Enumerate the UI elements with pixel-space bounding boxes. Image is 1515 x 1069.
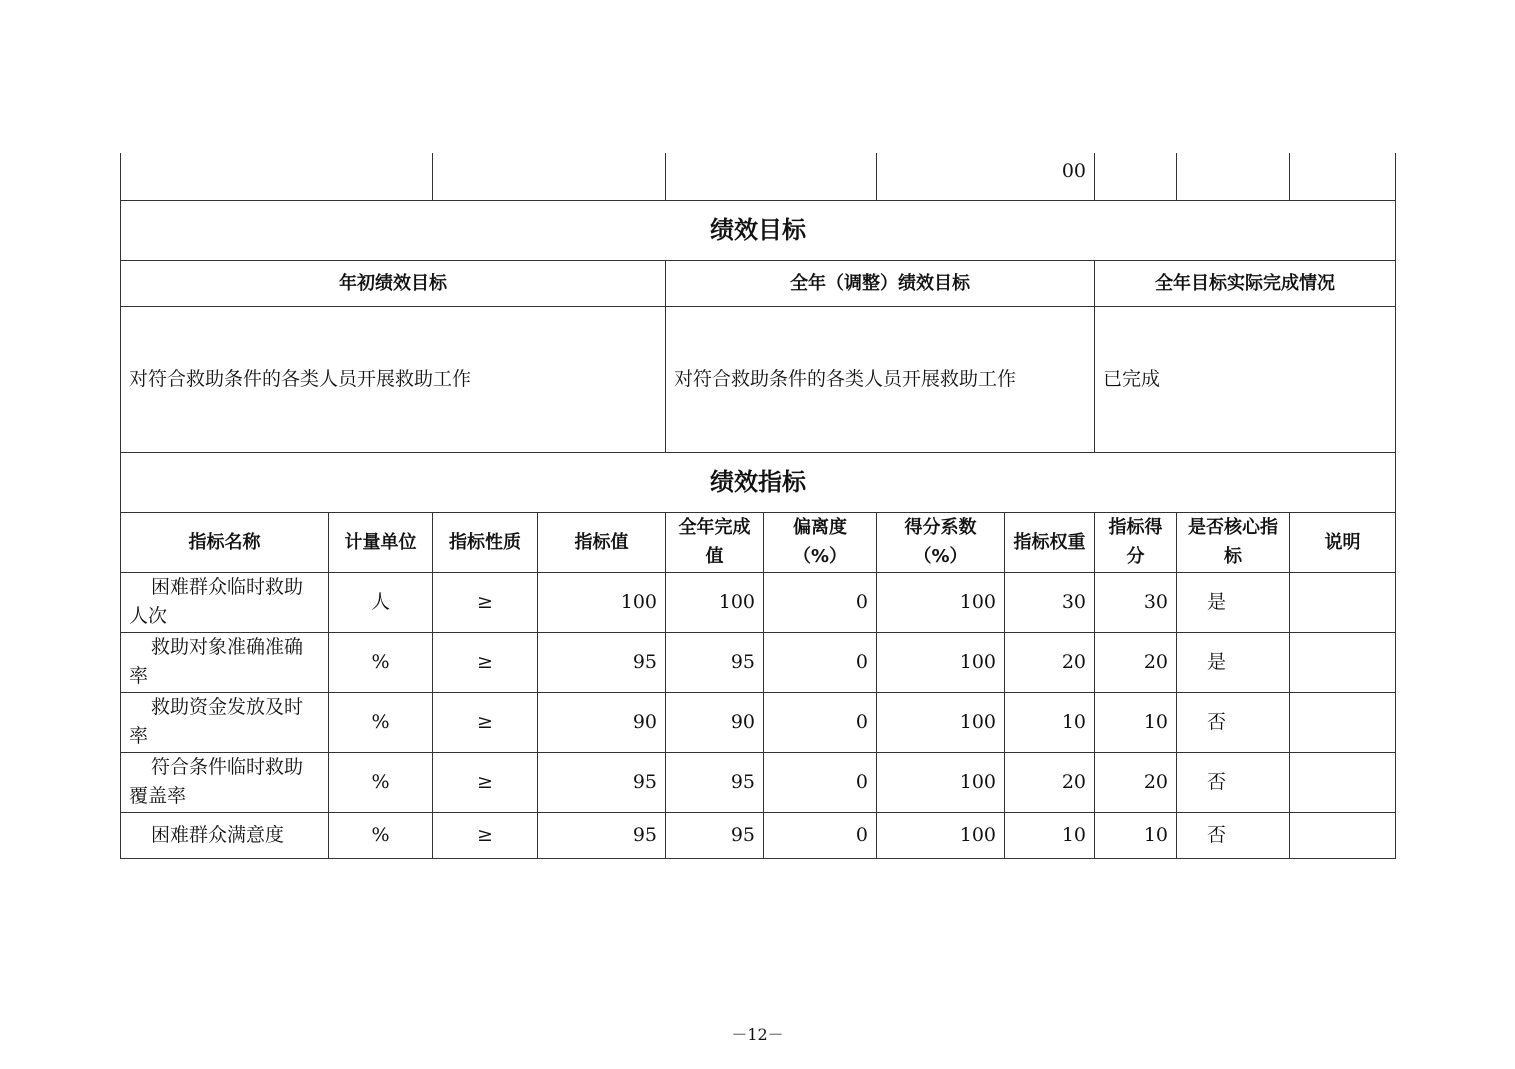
table-row [121, 632, 1396, 692]
table-row [121, 572, 1396, 632]
indicator-score: 10 [1095, 692, 1177, 752]
indicator-deviation: 0 [764, 692, 877, 752]
top-value-cell: 00 [877, 153, 1095, 200]
performance-table [120, 153, 1396, 859]
goals-title-row [121, 200, 1396, 260]
indicators-title: 绩效指标 [121, 452, 1396, 512]
indicators-title-row [121, 452, 1396, 512]
indicator-coef: 100 [877, 632, 1005, 692]
table-row [121, 752, 1396, 812]
indicator-core: 否 [1177, 692, 1290, 752]
indicator-deviation: 0 [764, 572, 877, 632]
indicator-score: 30 [1095, 572, 1177, 632]
indicator-actual: 95 [666, 752, 764, 812]
col-header-deviation: 偏离度（%） [764, 512, 877, 572]
indicator-note [1290, 692, 1396, 752]
indicator-core: 否 [1177, 752, 1290, 812]
goal-header-adjusted: 全年（调整）绩效目标 [666, 260, 1095, 306]
indicator-name: 困难群众临时救助人次 [121, 572, 329, 632]
indicator-note [1290, 812, 1396, 858]
indicator-core: 是 [1177, 572, 1290, 632]
indicator-weight: 10 [1005, 692, 1095, 752]
table-row [121, 692, 1396, 752]
indicator-note [1290, 632, 1396, 692]
col-header-core: 是否核心指标 [1177, 512, 1290, 572]
goals-title: 绩效目标 [121, 200, 1396, 260]
indicator-core: 否 [1177, 812, 1290, 858]
table-row [121, 812, 1396, 858]
indicator-actual: 100 [666, 572, 764, 632]
indicator-actual: 95 [666, 632, 764, 692]
indicator-note [1290, 572, 1396, 632]
indicator-score: 20 [1095, 632, 1177, 692]
indicator-target: 95 [538, 812, 666, 858]
indicator-coef: 100 [877, 812, 1005, 858]
indicator-target: 95 [538, 632, 666, 692]
goal-adjusted: 对符合救助条件的各类人员开展救助工作 [666, 306, 1095, 452]
indicator-target: 100 [538, 572, 666, 632]
indicator-weight: 20 [1005, 632, 1095, 692]
indicator-name: 救助资金发放及时率 [121, 692, 329, 752]
indicator-weight: 20 [1005, 752, 1095, 812]
indicator-actual: 95 [666, 812, 764, 858]
goal-initial: 对符合救助条件的各类人员开展救助工作 [121, 306, 666, 452]
indicator-unit: % [329, 692, 433, 752]
indicator-unit: % [329, 752, 433, 812]
indicator-nature: ≥ [433, 692, 538, 752]
indicator-coef: 100 [877, 572, 1005, 632]
indicator-name: 救助对象准确准确率 [121, 632, 329, 692]
indicator-note [1290, 752, 1396, 812]
goal-actual: 已完成 [1095, 306, 1396, 452]
indicators-header-row [121, 512, 1396, 572]
indicator-coef: 100 [877, 692, 1005, 752]
indicator-deviation: 0 [764, 812, 877, 858]
indicator-weight: 30 [1005, 572, 1095, 632]
indicator-target: 95 [538, 752, 666, 812]
indicator-weight: 10 [1005, 812, 1095, 858]
indicator-unit: 人 [329, 572, 433, 632]
indicator-actual: 90 [666, 692, 764, 752]
indicator-nature: ≥ [433, 632, 538, 692]
indicator-score: 10 [1095, 812, 1177, 858]
indicator-nature: ≥ [433, 752, 538, 812]
indicator-target: 90 [538, 692, 666, 752]
col-header-name: 指标名称 [121, 512, 329, 572]
col-header-note: 说明 [1290, 512, 1396, 572]
indicator-score: 20 [1095, 752, 1177, 812]
indicator-core: 是 [1177, 632, 1290, 692]
indicator-deviation: 0 [764, 632, 877, 692]
indicator-deviation: 0 [764, 752, 877, 812]
goals-body-row [121, 306, 1396, 452]
goal-header-initial: 年初绩效目标 [121, 260, 666, 306]
goals-header-row [121, 260, 1396, 306]
col-header-unit: 计量单位 [329, 512, 433, 572]
col-header-weight: 指标权重 [1005, 512, 1095, 572]
goal-header-actual: 全年目标实际完成情况 [1095, 260, 1396, 306]
indicator-unit: % [329, 632, 433, 692]
indicator-coef: 100 [877, 752, 1005, 812]
col-header-score: 指标得分 [1095, 512, 1177, 572]
col-header-nature: 指标性质 [433, 512, 538, 572]
indicator-unit: % [329, 812, 433, 858]
indicator-name: 困难群众满意度 [121, 812, 329, 858]
page-number: －12－ [731, 1025, 784, 1044]
indicator-nature: ≥ [433, 812, 538, 858]
col-header-target: 指标值 [538, 512, 666, 572]
indicator-name: 符合条件临时救助覆盖率 [121, 752, 329, 812]
col-header-coef: 得分系数（%） [877, 512, 1005, 572]
indicator-nature: ≥ [433, 572, 538, 632]
col-header-actual: 全年完成值 [666, 512, 764, 572]
continued-row [121, 153, 1396, 200]
